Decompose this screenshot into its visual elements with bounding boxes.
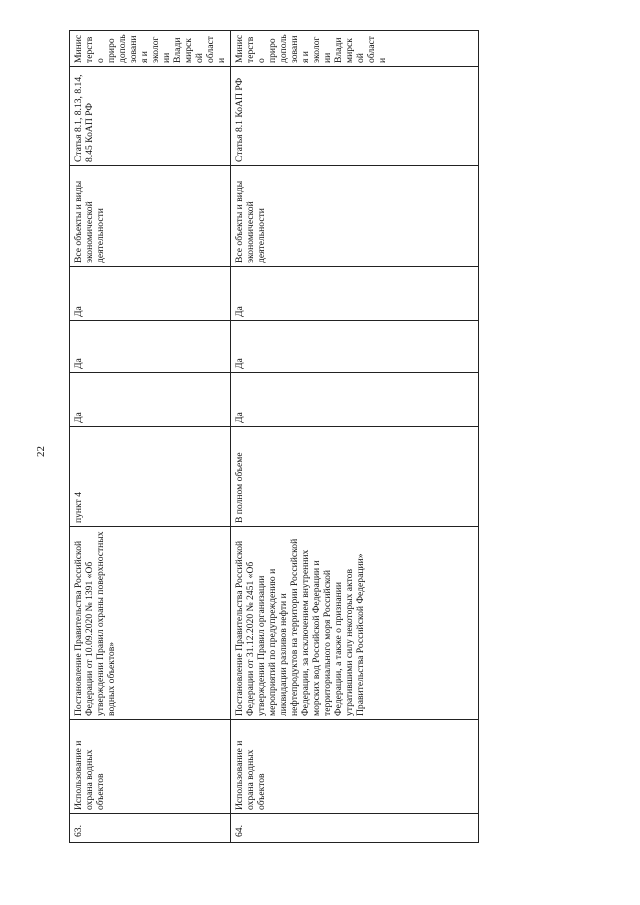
row-number: 64. — [231, 814, 479, 843]
regulation-area: Использование и охрана водных объектов — [70, 720, 231, 814]
scope-of-requirements: пункт 4 — [70, 427, 231, 527]
row-number: 63. — [70, 814, 231, 843]
subjects-of-requirements: Все объекты и виды экономической деятельности — [231, 166, 479, 267]
legal-act: Постановление Правительства Российской Федерации от 31.12.2020 № 2451 «Об утверждении Правил организации мероприятий по предупреждению и ликвидации разливов нефти и нефтепродуктов на территории Российской Федерации, за исключением внутренних морских вод Российской Федерации и территориального моря Российской Федерации, а также о признании утратившими силу некоторых актов Правительства Российской Федерации» — [231, 527, 479, 720]
control-authority: Министерство природопользования и экологии Владимирской области — [70, 31, 231, 67]
applicability-flag: Да — [231, 373, 479, 427]
applicability-flag: Да — [70, 321, 231, 373]
table-row — [70, 31, 231, 843]
regulation-area: Использование и охрана водных объектов — [231, 720, 479, 814]
applicability-flag: Да — [231, 267, 479, 321]
liability-article: Статья 8.1, 8.13, 8.14, 8.45 КоАП РФ — [70, 67, 231, 166]
applicability-flag: Да — [70, 267, 231, 321]
table-row — [231, 31, 479, 843]
liability-article: Статья 8.1 КоАП РФ — [231, 67, 479, 166]
requirements-table — [69, 30, 479, 843]
subjects-of-requirements: Все объекты и виды экономической деятельности — [70, 166, 231, 267]
applicability-flag: Да — [231, 321, 479, 373]
applicability-flag: Да — [70, 373, 231, 427]
page-number: 22 — [35, 446, 47, 457]
legal-act: Постановление Правительства Российской Федерации от 10.09.2020 № 1391 «Об утверждении Правил охраны поверхностных водных объектов» — [70, 527, 231, 720]
scope-of-requirements: В полном объеме — [231, 427, 479, 527]
control-authority: Министерство природопользования и экологии Владимирской области — [231, 31, 479, 67]
